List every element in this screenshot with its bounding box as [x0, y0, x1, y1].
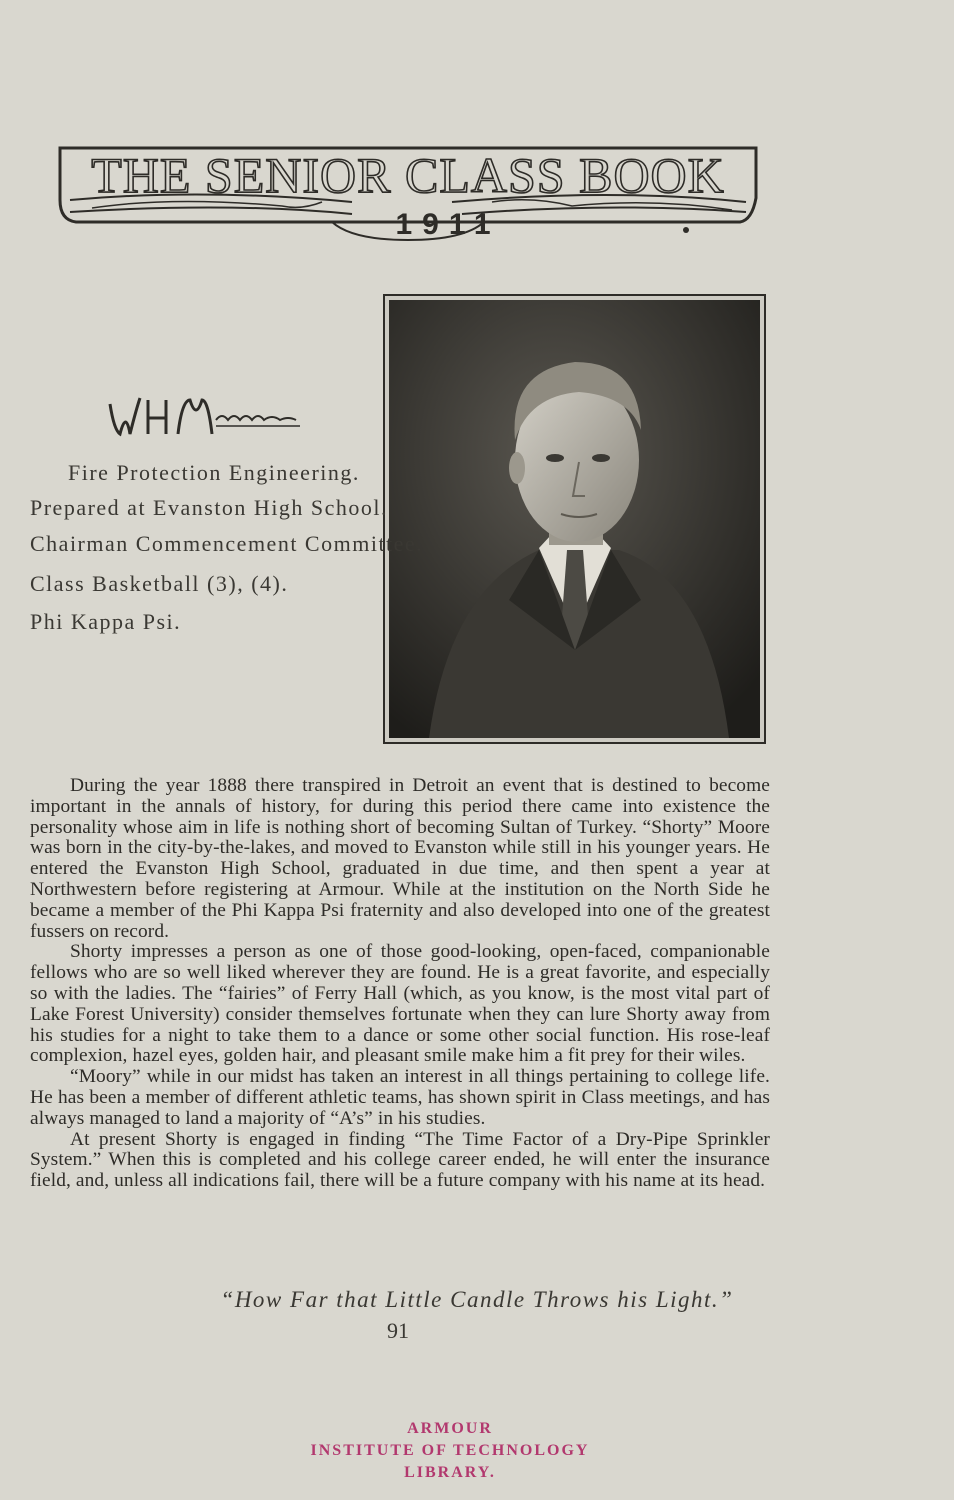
fact-course: Fire Protection Engineering. [68, 460, 360, 485]
fact-committee: Chairman Commencement Committee. [30, 531, 424, 556]
masthead-title: THE SENIOR CLASS BOOK [91, 147, 725, 203]
page-number: 91 [387, 1318, 409, 1343]
library-stamp [300, 1418, 600, 1484]
masthead [52, 140, 764, 250]
paragraph: “Moory” while in our midst has taken an interest in all things pertaining to college life. He has been a member of different athletic teams, has shown spirit in Class meetings, and has always managed to land a majority of “A’s” in his studies. [30, 1066, 770, 1129]
paragraph: During the year 1888 there transpired in Detroit an event that is destined to become important in the annals of history, for during this period there came into existence the personality whose aim in life is nothing short of becoming Sultan of Turkey. “Shorty” Moore was born in the city-by-the-lakes, and moved to Evanston while still in his younger years. He entered the Evanston High School, graduated in due time, and then spent a year at Northwestern before registering at Armour. While at the institution on the North Side he became a member of the Phi Kappa Psi fraternity and also developed into one of the greatest fussers on record. [30, 775, 770, 942]
signature [104, 390, 304, 449]
portrait-photo [383, 294, 766, 744]
fact-athletics: Class Basketball (3), (4). [30, 571, 289, 596]
motto: “How Far that Little Candle Throws his Light.” [220, 1287, 734, 1312]
signature-script [104, 390, 304, 444]
biography-text [30, 776, 770, 1192]
masthead-year: 1911 [395, 208, 501, 241]
stamp-line: LIBRARY. [404, 1464, 496, 1481]
fact-preparation: Prepared at Evanston High School. [30, 495, 389, 520]
stamp-line: INSTITUTE OF TECHNOLOGY [310, 1442, 590, 1459]
paragraph: Shorty impresses a person as one of those good-looking, open-faced, companionable fellows who are so well liked wherever they are found. He is a great favorite, and especially so with the ladies. The “fairies” of Ferry Hall (which, as you know, is the most vital part of Lake Forest University) consider themselves fortunate when they can lure Shorty away from his studies for a night to take them to a dance or some other social function. His rose-leaf complexion, hazel eyes, golden hair, and pleasant smile make him a fit prey for their wiles. [30, 941, 770, 1067]
stamp-line: ARMOUR [407, 1420, 493, 1437]
portrait-image [389, 300, 760, 738]
fact-fraternity: Phi Kappa Psi. [30, 609, 182, 634]
paragraph: At present Shorty is engaged in finding “The Time Factor of a Dry-Pipe Sprinkler System.” When this is completed and his college career ended, he will enter the insurance field, and, unless all indications fail, there will be a future company with his name at its head. [30, 1128, 770, 1192]
